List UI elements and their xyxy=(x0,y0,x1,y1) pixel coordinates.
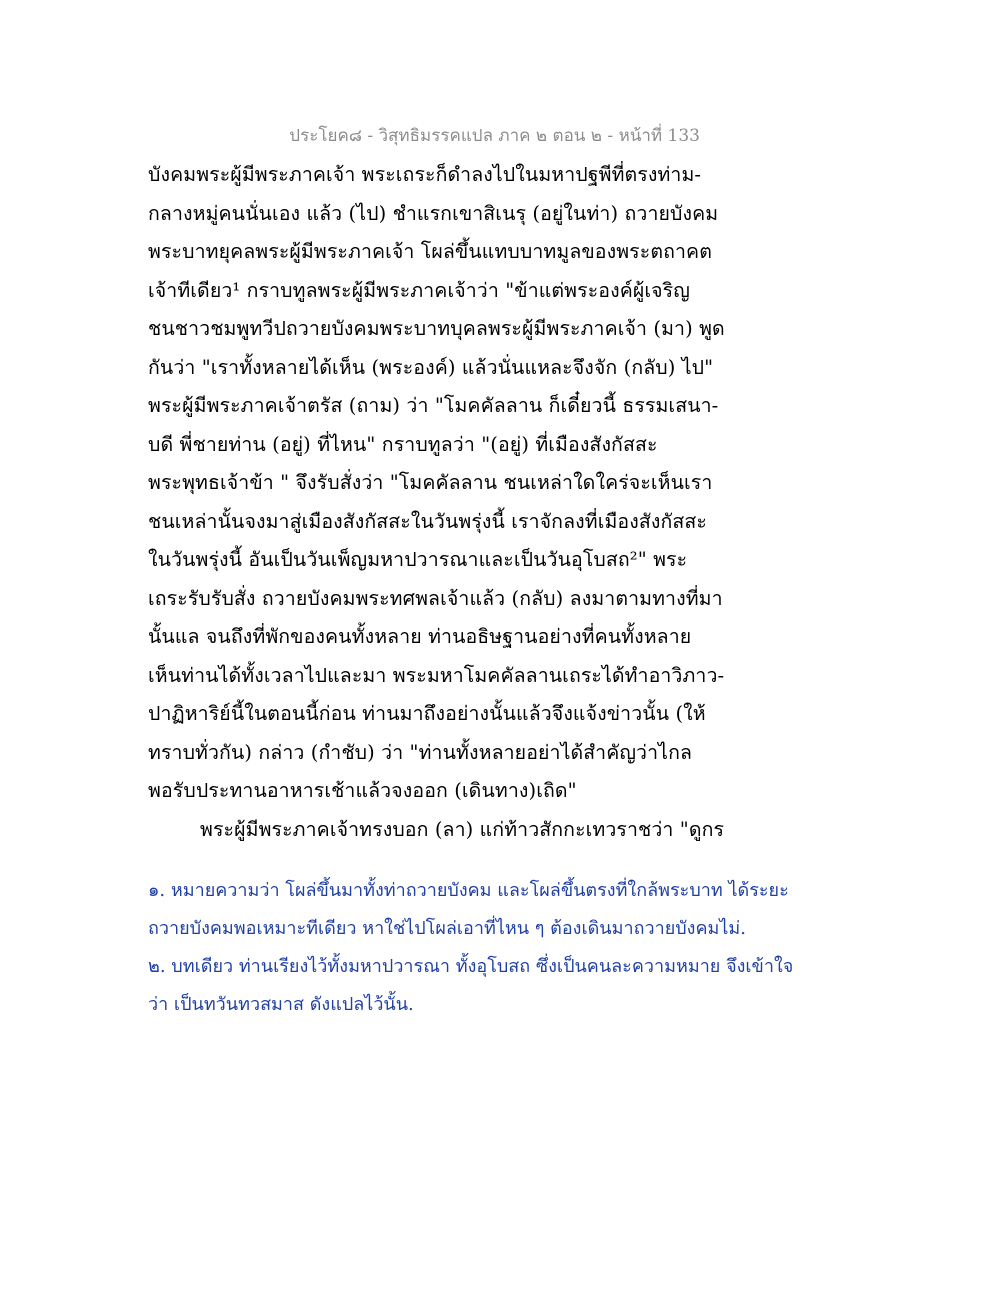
footnote-1-line: ๑. หมายความว่า โผล่ขึ้นมาทั้งท่าถวายบังคม และโผล่ขึ้นตรงที่ใกล้พระบาท ได้ระยะ xyxy=(148,880,789,901)
body-line: กลางหมู่คนนั่นเอง แล้ว (ไป) ชำแรกเขาสิเนรุ (อยู่ในท่า) ถวายบังคม xyxy=(148,201,719,225)
page-header: ประโยค๘ - วิสุทธิมรรคแปล ภาค ๒ ตอน ๒ - หน้าที่ 133 xyxy=(289,126,700,146)
body-line: บดี พี่ชายท่าน (อยู่) ที่ไหน" กราบทูลว่า "(อยู่) ที่เมืองสังกัสสะ xyxy=(148,432,658,456)
body-line: พระบาทยุคลพระผู้มีพระภาคเจ้า โผล่ขึ้นแทบบาทมูลของพระตถาคต xyxy=(148,240,712,263)
body-line: เจ้าทีเดียว¹ กราบทูลพระผู้มีพระภาคเจ้าว่า "ข้าแต่พระองค์ผู้เจริญ xyxy=(148,278,690,302)
body-line: ในวันพรุ่งนี้ อันเป็นวันเพ็ญมหาปวารณาและเป็นวันอุโบสถ²" พระ xyxy=(148,548,688,571)
body-line: พระผู้มีพระภาคเจ้าตรัส (ถาม) ว่า "โมคคัลลาน ก็เดี๋ยวนี้ ธรรมเสนา- xyxy=(148,394,719,417)
body-line: ชนเหล่านั้นจงมาสู่เมืองสังกัสสะในวันพรุ่งนี้ เราจักลงที่เมืองสังกัสสะ xyxy=(148,509,707,533)
body-text xyxy=(148,156,725,849)
footnote-1-line: ถวายบังคมพอเหมาะทีเดียว หาใช่ไปโผล่เอาที่ไหน ๆ ต้องเดินมาถวายบังคมไม่. xyxy=(148,918,746,939)
body-line: พอรับประทานอาหารเช้าแล้วจงออก (เดินทาง)เถิด" xyxy=(148,779,577,802)
body-line: เถระรับรับสั่ง ถวายบังคมพระทศพลเจ้าแล้ว (กลับ) ลงมาตามทางที่มา xyxy=(148,586,723,610)
body-line: บังคมพระผู้มีพระภาคเจ้า พระเถระก็ดำลงไปในมหาปฐพีที่ตรงท่าม- xyxy=(148,163,702,186)
body-line: กันว่า "เราทั้งหลายได้เห็น (พระองค์) แล้วนั่นแหละจึงจัก (กลับ) ไป" xyxy=(148,355,714,379)
body-line: ปาฏิหาริย์นี้ในตอนนี้ก่อน ท่านมาถึงอย่างนั้นแล้วจึงแจ้งข่าวนั้น (ให้ xyxy=(148,702,706,725)
footnote-2-line: ๒. บทเดียว ท่านเรียงไว้ทั้งมหาปวารณา ทั้งอุโบสถ ซึ่งเป็นคนละความหมาย จึงเข้าใจ xyxy=(148,956,794,977)
footnotes xyxy=(148,872,794,1024)
paragraph-start-line: พระผู้มีพระภาคเจ้าทรงบอก (ลา) แก่ท้าวสักกะเทวราชว่า "ดูกร xyxy=(200,817,725,841)
footnote-2-line: ว่า เป็นทวันทวสมาส ดังแปลไว้นั้น. xyxy=(148,994,414,1015)
body-line: นั้นแล จนถึงที่พักของคนทั้งหลาย ท่านอธิษฐานอย่างที่คนทั้งหลาย xyxy=(148,625,692,648)
body-line: ทราบทั่วกัน) กล่าว (กำชับ) ว่า "ท่านทั้งหลายอย่าได้สำคัญว่าไกล xyxy=(148,740,693,764)
body-line: เห็นท่านได้ทั้งเวลาไปและมา พระมหาโมคคัลลานเถระได้ทำอาวิภาว- xyxy=(148,663,725,687)
body-line: ชนชาวชมพูทวีปถวายบังคมพระบาทบุคลพระผู้มีพระภาคเจ้า (มา) พูด xyxy=(148,317,725,340)
body-line: พระพุทธเจ้าข้า " จึงรับสั่งว่า "โมคคัลลาน ชนเหล่าใดใคร่จะเห็นเรา xyxy=(148,471,713,494)
